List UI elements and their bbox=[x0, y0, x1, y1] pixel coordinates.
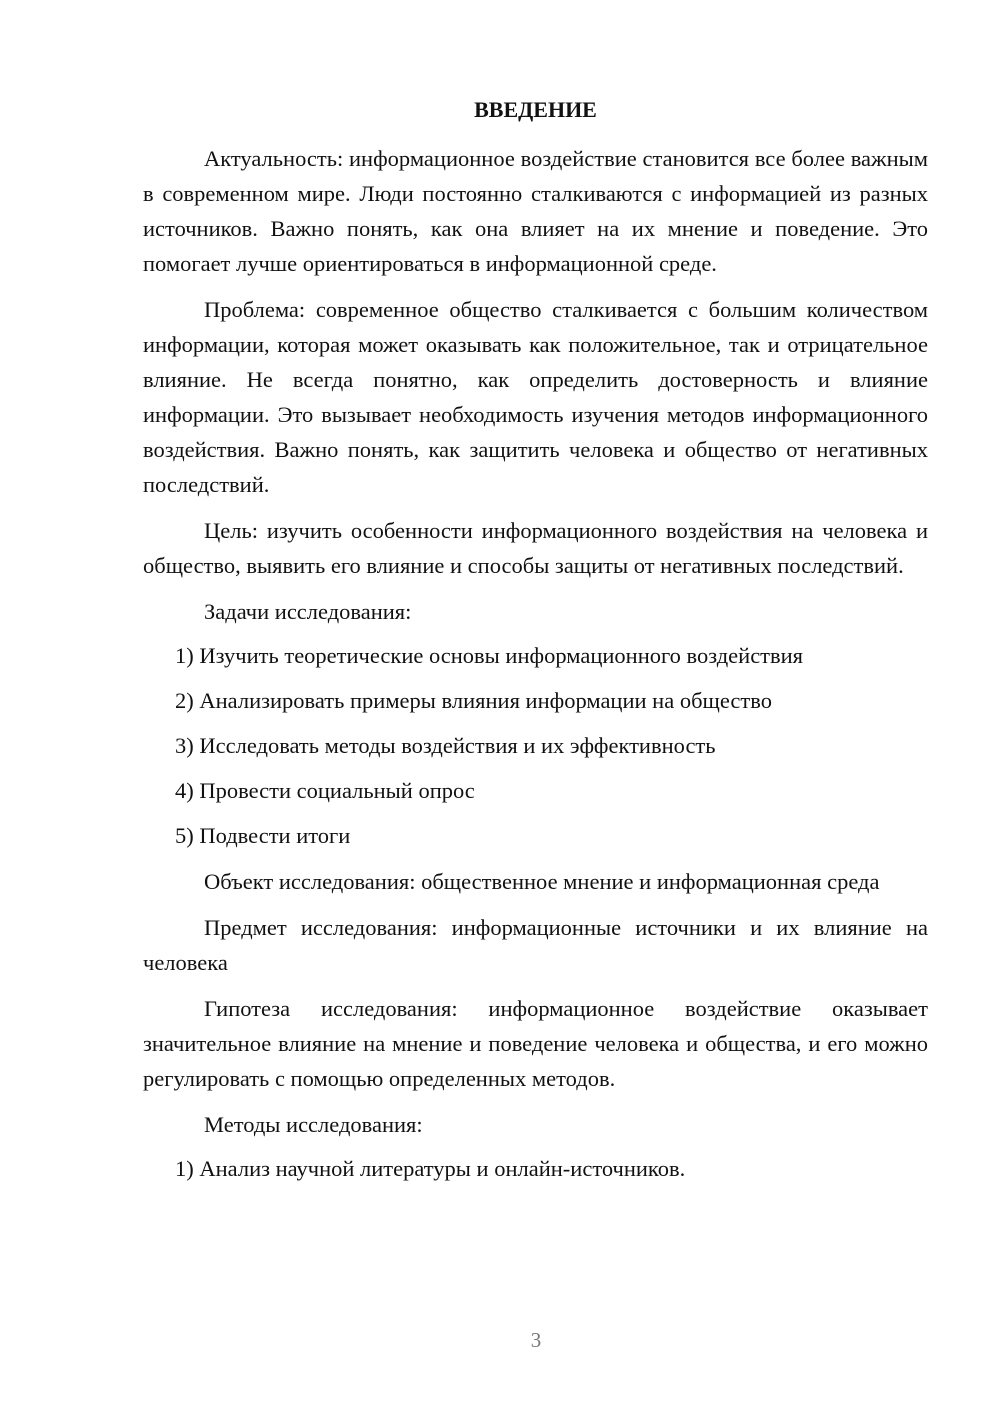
object-paragraph: Объект исследования: общественное мнение и информационная среда bbox=[204, 869, 880, 894]
methods-heading: Методы исследования: bbox=[204, 1112, 423, 1137]
page-content bbox=[143, 92, 928, 1197]
list-item: 2) Анализировать примеры влияния информации на общество bbox=[175, 688, 772, 713]
list-item: 4) Провести социальный опрос bbox=[175, 778, 475, 803]
list-item: 3) Исследовать методы воздействия и их эффективность bbox=[175, 733, 716, 758]
tasks-heading: Задачи исследования: bbox=[204, 599, 412, 624]
page-title: ВВЕДЕНИЕ bbox=[474, 97, 597, 122]
page-number: 3 bbox=[530, 1328, 542, 1352]
problem-paragraph: Проблема: современное общество сталкивается с большим количеством информации, которая может оказывать как положительное, так и отрицательное влияние. Не всегда понятно, как определить достоверность и влияние информации. Это вызывает необходимость изучения методов информационного воздействия. Важно понять, как защитить человека и общество от негативных последствий. bbox=[143, 297, 928, 497]
list-item: 1) Изучить теоретические основы информационного воздействия bbox=[175, 643, 804, 668]
subject-paragraph: Предмет исследования: информационные источники и их влияние на человека bbox=[143, 915, 928, 975]
list-item: 5) Подвести итоги bbox=[175, 823, 351, 848]
hypothesis-paragraph: Гипотеза исследования: информационное воздействие оказывает значительное влияние на мнение и поведение человека и общества, и его можно регулировать с помощью определенных методов. bbox=[143, 996, 928, 1091]
methods-list bbox=[143, 1151, 928, 1186]
tasks-list bbox=[143, 638, 928, 853]
goal-paragraph: Цель: изучить особенности информационного воздействия на человека и общество, выявить его влияние и способы защиты от негативных последствий. bbox=[143, 518, 928, 578]
list-item: 1) Анализ научной литературы и онлайн-источников. bbox=[175, 1156, 686, 1181]
relevance-paragraph: Актуальность: информационное воздействие становится все более важным в современном мире. Люди постоянно сталкиваются с информацией из разных источников. Важно понять, как она влияет на их мнение и поведение. Это помогает лучше ориентироваться в информационной среде. bbox=[143, 146, 928, 276]
